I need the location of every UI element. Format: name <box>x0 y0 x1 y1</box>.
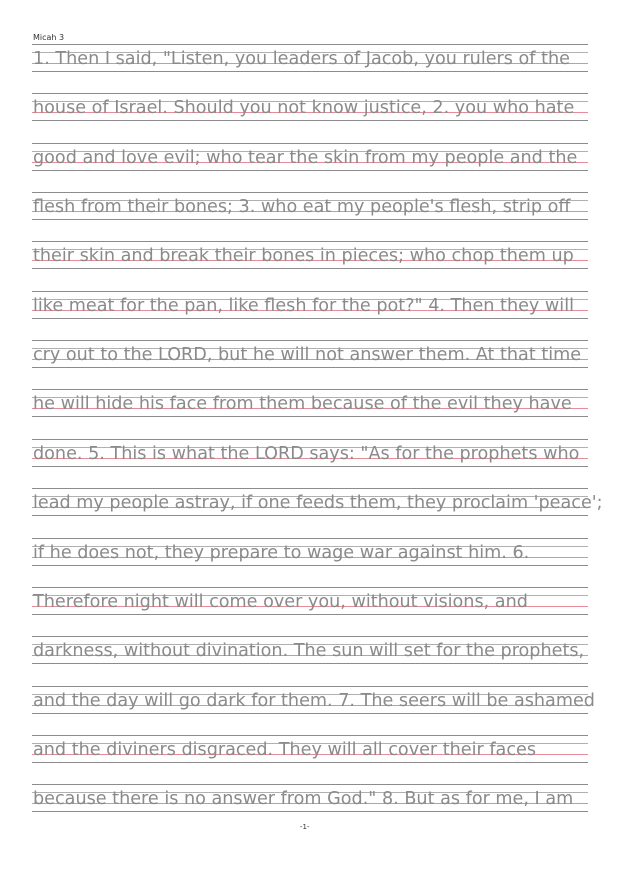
page-number: -1- <box>300 823 310 831</box>
guide-line-top <box>32 686 588 687</box>
guide-line-top <box>32 143 588 144</box>
writing-line <box>32 241 588 271</box>
guide-line-top <box>32 192 588 193</box>
guide-line-bottom <box>32 219 588 220</box>
guide-line-bottom <box>32 811 588 812</box>
guide-line-top <box>32 488 588 489</box>
trace-text: 1. Then I said, "Listen, you leaders of Jacob, you rulers of the <box>33 49 570 69</box>
trace-text: darkness, without divination. The sun will set for the prophets, <box>33 641 585 662</box>
guide-line-bottom <box>32 565 588 566</box>
trace-text: good and love evil; who tear the skin from my people and the <box>33 147 578 168</box>
guide-line-top <box>32 241 588 242</box>
guide-line-top <box>32 636 588 637</box>
guide-line-bottom <box>32 614 588 615</box>
trace-text: lead my people astray, if one feeds them, they proclaim 'peace'; <box>33 493 603 514</box>
writing-line <box>32 143 588 173</box>
writing-line <box>32 389 588 419</box>
writing-line <box>32 439 588 469</box>
guide-line-top <box>32 44 588 45</box>
writing-line <box>32 291 588 321</box>
guide-line-top <box>32 587 588 588</box>
writing-line <box>32 340 588 370</box>
trace-text: done. 5. This is what the LORD says: "As for the prophets who <box>33 443 580 464</box>
guide-line-bottom <box>32 318 588 319</box>
guide-line-top <box>32 784 588 785</box>
writing-line <box>32 636 588 666</box>
writing-line <box>32 93 588 123</box>
guide-line-top <box>32 340 588 341</box>
trace-text: flesh from their bones; 3. who eat my people's flesh, strip off <box>33 197 571 218</box>
trace-text: he will hide his face from them because of the evil they have <box>33 394 572 415</box>
trace-text: and the day will go dark for them. 7. The seers will be ashamed <box>33 690 595 711</box>
guide-line-top <box>32 291 588 292</box>
guide-line-bottom <box>32 268 588 269</box>
trace-text: because there is no answer from God." 8. But as for me, I am <box>33 789 574 810</box>
guide-line-bottom <box>32 515 588 516</box>
guide-line-top <box>32 439 588 440</box>
guide-line-bottom <box>32 762 588 763</box>
trace-text: Therefore night will come over you, without visions, and <box>33 591 528 612</box>
guide-line-bottom <box>32 663 588 664</box>
guide-line-bottom <box>32 71 588 72</box>
trace-text: like meat for the pan, like flesh for the pot?" 4. Then they will <box>33 295 574 316</box>
trace-text: house of Israel. Should you not know justice, 2. you who hate <box>33 98 575 119</box>
guide-line-bottom <box>32 713 588 714</box>
guide-line-top <box>32 735 588 736</box>
writing-line <box>32 735 588 765</box>
writing-line <box>32 44 588 74</box>
guide-line-bottom <box>32 367 588 368</box>
trace-text: and the diviners disgraced. They will all cover their faces <box>33 739 536 760</box>
guide-line-bottom <box>32 416 588 417</box>
trace-text: if he does not, they prepare to wage war against him. 6. <box>33 542 530 563</box>
guide-line-bottom <box>32 170 588 171</box>
writing-line <box>32 488 603 518</box>
guide-line-top <box>32 389 588 390</box>
guide-line-bottom <box>32 120 588 121</box>
trace-text: cry out to the LORD, but he will not answer them. At that time <box>33 345 582 366</box>
guide-line-bottom <box>32 466 588 467</box>
writing-line <box>32 192 588 222</box>
writing-line <box>32 686 595 716</box>
writing-line <box>32 784 588 814</box>
writing-line <box>32 587 588 617</box>
guide-line-top <box>32 538 588 539</box>
guide-line-top <box>32 93 588 94</box>
page-header: Micah 3 <box>33 33 65 42</box>
writing-line <box>32 538 588 568</box>
trace-text: their skin and break their bones in pieces; who chop them up <box>33 246 574 267</box>
